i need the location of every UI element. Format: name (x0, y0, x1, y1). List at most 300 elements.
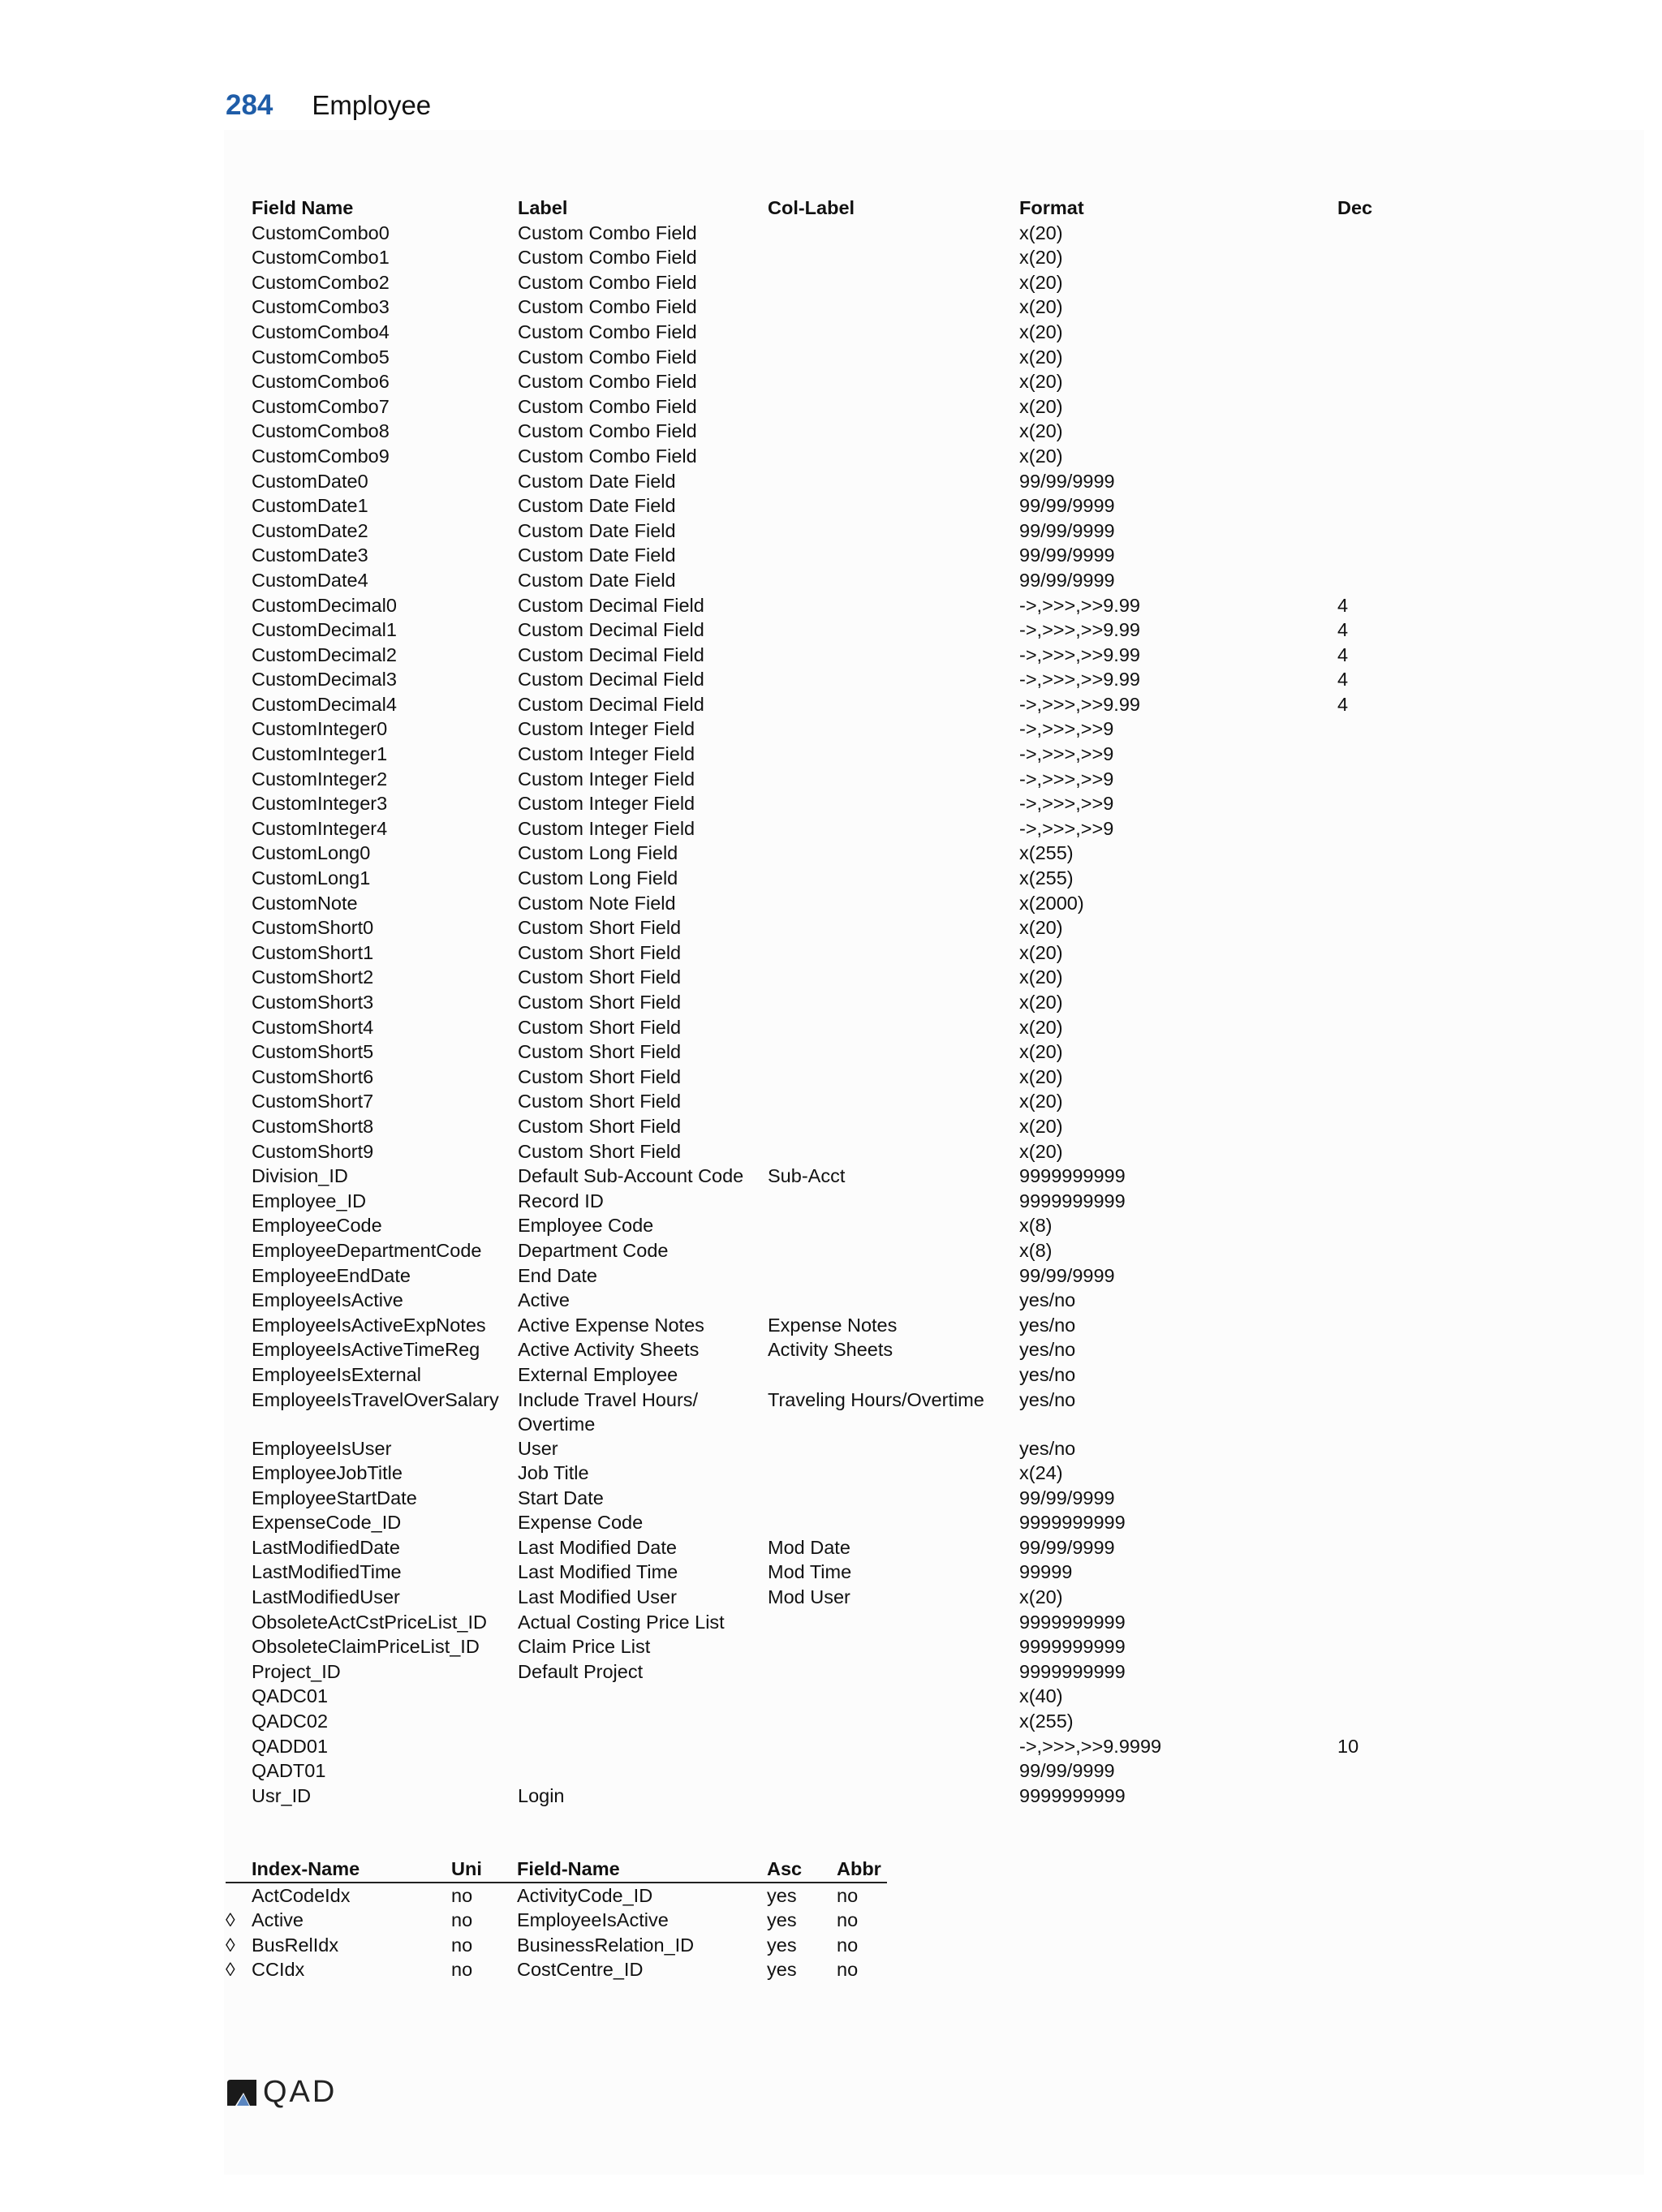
col-label-cell (768, 568, 1019, 593)
dec-cell (1337, 519, 1419, 544)
format-cell: ->,>>>,>>9.99 (1019, 594, 1140, 616)
field-name-cell: CustomShort4 (252, 1016, 374, 1038)
dec-cell (1337, 320, 1419, 345)
label-cell: Custom Combo Field (518, 371, 697, 393)
table-row (252, 866, 1469, 891)
dec-cell (1337, 1659, 1419, 1685)
dec-cell: 10 (1337, 1735, 1359, 1757)
col-label-cell (768, 1659, 1019, 1685)
format-cell: ->,>>>,>>9 (1019, 718, 1114, 740)
col-header-label: Label (518, 197, 568, 218)
uni-cell: no (451, 1909, 473, 1931)
field-name-cell: CustomInteger2 (252, 768, 388, 790)
format-cell: 99/99/9999 (1019, 519, 1115, 541)
label-cell: Custom Short Field (518, 941, 682, 963)
label-cell: Custom Date Field (518, 470, 676, 492)
table-row (252, 419, 1469, 444)
table-row (252, 1337, 1469, 1362)
asc-cell: yes (767, 1884, 797, 1906)
dec-cell (1337, 1461, 1419, 1486)
format-cell: x(2000) (1019, 892, 1084, 914)
dec-cell (1337, 767, 1419, 792)
dec-cell: 4 (1337, 669, 1349, 691)
dec-cell (1337, 1585, 1419, 1610)
col-label-cell: Mod User (768, 1586, 850, 1608)
page-number: 284 (226, 89, 273, 121)
table-row (252, 1784, 1469, 1809)
field-name-cell: CustomShort8 (252, 1115, 374, 1137)
table-row (252, 469, 1469, 494)
table-row (252, 1610, 1469, 1635)
format-cell: 99/99/9999 (1019, 470, 1115, 492)
field-name-cell: LastModifiedUser (252, 1586, 400, 1608)
field-name-cell: EmployeeStartDate (252, 1487, 417, 1508)
format-cell: yes/no (1019, 1314, 1076, 1336)
label-cell: Custom Integer Field (518, 793, 695, 815)
dec-cell (1337, 493, 1419, 519)
table-row (252, 990, 1469, 1015)
table-row (252, 369, 1469, 394)
label-cell: Custom Combo Field (518, 346, 697, 368)
index-row (226, 1883, 887, 1909)
format-cell: 99999 (1019, 1561, 1073, 1583)
field-name-cell: ExpenseCode_ID (252, 1512, 402, 1534)
dec-cell (1337, 1039, 1419, 1065)
label-cell: Custom Decimal Field (518, 594, 704, 616)
format-cell: ->,>>>,>>9.99 (1019, 669, 1140, 691)
col-label-cell (768, 593, 1019, 618)
label-cell: External Employee (518, 1363, 678, 1385)
dec-cell (1337, 1065, 1419, 1090)
field-name-cell: CustomShort7 (252, 1091, 374, 1112)
label-cell: End Date (518, 1264, 597, 1286)
label-cell: Custom Combo Field (518, 321, 697, 342)
col-header-format: Format (1019, 197, 1084, 218)
abbr-cell: no (837, 1934, 859, 1956)
col-label-cell (768, 245, 1019, 270)
dec-cell (1337, 369, 1419, 394)
table-row (252, 1758, 1469, 1784)
label-cell: Custom Integer Field (518, 718, 695, 740)
field-name-cell: CustomInteger4 (252, 817, 388, 839)
format-cell: x(40) (1019, 1685, 1063, 1707)
format-cell: x(20) (1019, 1586, 1063, 1608)
table-row (252, 1139, 1469, 1164)
dec-cell (1337, 1362, 1419, 1388)
format-cell: x(20) (1019, 966, 1063, 988)
field-name-cell: CustomDecimal0 (252, 594, 397, 616)
label-cell: Custom Short Field (518, 1140, 682, 1162)
format-cell: x(255) (1019, 842, 1074, 864)
table-row (252, 1486, 1469, 1511)
label-cell: Custom Combo Field (518, 296, 697, 318)
col-label-cell (768, 667, 1019, 692)
col-label-cell (768, 493, 1019, 519)
field-name-cell: CustomCombo3 (252, 296, 390, 318)
field-name-cell: CustomInteger0 (252, 718, 388, 740)
format-cell: yes/no (1019, 1289, 1076, 1311)
col-label-cell (768, 1734, 1019, 1759)
col-label-cell (768, 692, 1019, 717)
table-row (252, 543, 1469, 568)
field-table-header (252, 196, 1469, 221)
dec-cell (1337, 1015, 1419, 1040)
dec-cell (1337, 791, 1419, 816)
col-label-cell (768, 519, 1019, 544)
col-label-cell (768, 1039, 1019, 1065)
dec-cell (1337, 965, 1419, 990)
dec-cell: 4 (1337, 643, 1349, 665)
label-cell: Custom Combo Field (518, 222, 697, 243)
index-table (226, 1857, 887, 1982)
col-label-cell (768, 1436, 1019, 1461)
format-cell: 9999999999 (1019, 1512, 1126, 1534)
field-name-cell: CustomDecimal2 (252, 643, 397, 665)
label-cell: Custom Short Field (518, 1041, 682, 1063)
dec-cell (1337, 1139, 1419, 1164)
field-name-cell: CustomNote (252, 892, 358, 914)
label-cell: Include Travel Hours/ Overtime (518, 1388, 699, 1435)
field-name-cell: CustomLong0 (252, 842, 371, 864)
col-header-col-label: Col-Label (768, 197, 855, 218)
table-row (252, 1659, 1469, 1685)
label-cell: Last Modified User (518, 1586, 677, 1608)
dec-cell (1337, 841, 1419, 866)
abbr-cell: no (837, 1884, 859, 1906)
table-row (252, 841, 1469, 866)
table-row (252, 1114, 1469, 1139)
label-cell: Active Activity Sheets (518, 1339, 700, 1361)
label-cell: Last Modified Date (518, 1536, 677, 1558)
index-marker: ◊ (226, 1909, 235, 1931)
field-name-cell: CustomCombo0 (252, 222, 390, 243)
format-cell: x(20) (1019, 992, 1063, 1013)
label-cell: Custom Long Field (518, 867, 678, 889)
field-name-cell: QADC01 (252, 1685, 329, 1707)
label-cell: Active (518, 1289, 570, 1311)
col-label-cell (768, 1065, 1019, 1090)
asc-cell: yes (767, 1909, 797, 1931)
field-name-cell: CustomDate4 (252, 569, 368, 591)
field-name-cell: CustomDecimal4 (252, 693, 397, 715)
field-name-cell: CustomCombo9 (252, 445, 390, 467)
format-cell: x(20) (1019, 395, 1063, 417)
field-name-cell: CustomDate2 (252, 519, 368, 541)
field-name-cell: Employee_ID (252, 1190, 367, 1211)
col-label-cell: Mod Date (768, 1536, 850, 1558)
col-label-cell (768, 990, 1019, 1015)
asc-cell: yes (767, 1959, 797, 1981)
uni-cell: no (451, 1934, 473, 1956)
col-label-cell (768, 394, 1019, 420)
field-name-cell: EmployeeIsActiveExpNotes (252, 1314, 486, 1336)
col-label-cell (768, 469, 1019, 494)
format-cell: ->,>>>,>>9.99 (1019, 643, 1140, 665)
table-row (252, 1734, 1469, 1759)
field-name-cell: CustomCombo2 (252, 271, 390, 293)
table-row (252, 320, 1469, 345)
index-name-cell: ActCodeIdx (252, 1884, 351, 1906)
format-cell: 99/99/9999 (1019, 1760, 1115, 1782)
table-row (252, 1461, 1469, 1486)
index-marker-header (226, 1857, 252, 1882)
dec-cell (1337, 568, 1419, 593)
col-label-cell (768, 444, 1019, 469)
col-label-cell (768, 1114, 1019, 1139)
uni-cell: no (451, 1959, 473, 1981)
table-row (252, 1015, 1469, 1040)
format-cell: 99/99/9999 (1019, 544, 1115, 566)
page-header (226, 89, 431, 130)
col-label-cell (768, 1486, 1019, 1511)
dec-cell (1337, 1337, 1419, 1362)
col-label-cell (768, 1684, 1019, 1709)
dec-cell (1337, 1089, 1419, 1114)
format-cell: 9999999999 (1019, 1611, 1126, 1633)
table-row (252, 1164, 1469, 1189)
field-name-cell: Division_ID (252, 1165, 348, 1187)
col-label-cell (768, 1139, 1019, 1164)
format-cell: 99/99/9999 (1019, 1536, 1115, 1558)
label-cell: Job Title (518, 1462, 589, 1484)
col-header-field-name: Field Name (252, 197, 354, 218)
label-cell: Custom Long Field (518, 842, 678, 864)
dec-cell (1337, 1535, 1419, 1560)
table-row (252, 618, 1469, 643)
col-label-cell: Activity Sheets (768, 1339, 893, 1361)
col-label-cell (768, 345, 1019, 370)
index-field-cell: ActivityCode_ID (517, 1884, 653, 1906)
dec-cell (1337, 1388, 1419, 1436)
field-name-cell: CustomCombo4 (252, 321, 390, 342)
col-label-cell (768, 1015, 1019, 1040)
table-row (252, 816, 1469, 841)
label-cell: Actual Costing Price List (518, 1611, 725, 1633)
format-cell: 99/99/9999 (1019, 1264, 1115, 1286)
format-cell: x(20) (1019, 1091, 1063, 1112)
col-label-cell (768, 841, 1019, 866)
dec-cell: 4 (1337, 619, 1349, 641)
dec-cell (1337, 1313, 1419, 1338)
label-cell: Department Code (518, 1239, 669, 1261)
label-cell: Custom Short Field (518, 966, 682, 988)
dec-cell (1337, 1288, 1419, 1313)
field-name-cell: CustomCombo6 (252, 371, 390, 393)
dec-cell (1337, 990, 1419, 1015)
index-name-cell: BusRelIdx (252, 1934, 339, 1956)
label-cell: Custom Date Field (518, 569, 676, 591)
col-label-cell (768, 767, 1019, 792)
asc-cell: yes (767, 1934, 797, 1956)
dec-cell (1337, 1164, 1419, 1189)
label-cell: Custom Integer Field (518, 743, 695, 765)
col-label-cell (768, 320, 1019, 345)
label-cell: Custom Combo Field (518, 247, 697, 269)
table-row (252, 1238, 1469, 1263)
dec-cell (1337, 1510, 1419, 1535)
dec-cell (1337, 1114, 1419, 1139)
qad-logo-text: QAD (263, 2075, 338, 2109)
field-name-cell: EmployeeIsActiveTimeReg (252, 1339, 480, 1361)
dec-cell (1337, 1213, 1419, 1238)
label-cell: Custom Decimal Field (518, 619, 704, 641)
dec-cell (1337, 915, 1419, 940)
field-name-cell: ObsoleteClaimPriceList_ID (252, 1636, 480, 1658)
table-row (252, 295, 1469, 320)
label-cell: Record ID (518, 1190, 604, 1211)
col-label-cell (768, 891, 1019, 916)
table-row (252, 221, 1469, 246)
format-cell: x(20) (1019, 247, 1063, 269)
dec-cell (1337, 891, 1419, 916)
table-row (252, 1634, 1469, 1659)
format-cell: x(20) (1019, 1065, 1063, 1087)
col-header-abbr: Abbr (837, 1858, 881, 1879)
label-cell: Login (518, 1784, 565, 1806)
col-label-cell (768, 543, 1019, 568)
index-row (226, 1908, 887, 1933)
table-row (252, 444, 1469, 469)
table-row (252, 667, 1469, 692)
table-row (252, 568, 1469, 593)
dec-cell (1337, 419, 1419, 444)
format-cell: 99/99/9999 (1019, 495, 1115, 517)
field-name-cell: QADC02 (252, 1711, 329, 1732)
label-cell: Custom Short Field (518, 1065, 682, 1087)
dec-cell (1337, 270, 1419, 295)
table-row (252, 1560, 1469, 1585)
table-row (252, 767, 1469, 792)
label-cell: Custom Short Field (518, 1016, 682, 1038)
format-cell: ->,>>>,>>9 (1019, 793, 1114, 815)
field-name-cell: CustomCombo1 (252, 247, 390, 269)
field-name-cell: CustomInteger3 (252, 793, 388, 815)
col-label-cell (768, 1784, 1019, 1809)
field-name-cell: CustomDecimal3 (252, 669, 397, 691)
col-label-cell: Sub-Acct (768, 1165, 846, 1187)
table-row (252, 692, 1469, 717)
index-row (226, 1957, 887, 1982)
table-row (252, 742, 1469, 767)
format-cell: ->,>>>,>>9 (1019, 817, 1114, 839)
label-cell: Expense Code (518, 1512, 644, 1534)
label-cell (518, 1734, 768, 1759)
col-label-cell (768, 1510, 1019, 1535)
col-label-cell (768, 1189, 1019, 1214)
dec-cell (1337, 394, 1419, 420)
field-name-cell: CustomShort2 (252, 966, 374, 988)
index-field-cell: EmployeeIsActive (517, 1909, 669, 1931)
field-name-cell: CustomDate3 (252, 544, 368, 566)
dec-cell (1337, 1784, 1419, 1809)
col-label-cell (768, 816, 1019, 841)
field-name-cell: QADT01 (252, 1760, 326, 1782)
label-cell: Default Project (518, 1660, 644, 1682)
table-row (252, 1263, 1469, 1289)
abbr-cell: no (837, 1959, 859, 1981)
format-cell: 9999999999 (1019, 1165, 1126, 1187)
col-label-cell (768, 270, 1019, 295)
label-cell: Active Expense Notes (518, 1314, 704, 1336)
field-name-cell: CustomShort6 (252, 1065, 374, 1087)
index-field-cell: CostCentre_ID (517, 1959, 644, 1981)
table-row (252, 493, 1469, 519)
dec-cell (1337, 1189, 1419, 1214)
label-cell: Custom Decimal Field (518, 643, 704, 665)
format-cell: 99/99/9999 (1019, 569, 1115, 591)
format-cell: 9999999999 (1019, 1660, 1126, 1682)
table-row (252, 1213, 1469, 1238)
format-cell: x(24) (1019, 1462, 1063, 1484)
col-label-cell (768, 369, 1019, 394)
col-label-cell (768, 1362, 1019, 1388)
format-cell: x(20) (1019, 1041, 1063, 1063)
col-label-cell (768, 866, 1019, 891)
col-label-cell (768, 1461, 1019, 1486)
dec-cell (1337, 295, 1419, 320)
qad-logo-icon (226, 2078, 258, 2107)
table-row (252, 270, 1469, 295)
index-name-cell: Active (252, 1909, 304, 1931)
table-row (252, 1313, 1469, 1338)
field-name-cell: EmployeeIsUser (252, 1437, 392, 1459)
dec-cell (1337, 245, 1419, 270)
format-cell: x(20) (1019, 917, 1063, 939)
format-cell: ->,>>>,>>9.99 (1019, 693, 1140, 715)
table-row (252, 1436, 1469, 1461)
label-cell: Custom Short Field (518, 992, 682, 1013)
format-cell: 9999999999 (1019, 1784, 1126, 1806)
col-label-cell (768, 1263, 1019, 1289)
table-row (252, 1388, 1469, 1436)
label-cell: Custom Combo Field (518, 445, 697, 467)
format-cell: yes/no (1019, 1363, 1076, 1385)
col-label-cell (768, 915, 1019, 940)
table-row (252, 1535, 1469, 1560)
table-row (252, 1585, 1469, 1610)
table-row (252, 1288, 1469, 1313)
dec-cell (1337, 1684, 1419, 1709)
label-cell: User (518, 1437, 558, 1459)
format-cell: x(20) (1019, 420, 1063, 442)
label-cell (518, 1684, 768, 1709)
dec-cell (1337, 1436, 1419, 1461)
format-cell: x(20) (1019, 445, 1063, 467)
format-cell: 99/99/9999 (1019, 1487, 1115, 1508)
dec-cell (1337, 1634, 1419, 1659)
index-marker: ◊ (226, 1934, 235, 1956)
table-row (252, 1089, 1469, 1114)
dec-cell (1337, 717, 1419, 742)
dec-cell (1337, 221, 1419, 246)
table-row (252, 394, 1469, 420)
table-row (252, 1684, 1469, 1709)
field-name-cell: EmployeeIsExternal (252, 1363, 421, 1385)
field-name-cell: Usr_ID (252, 1784, 312, 1806)
format-cell: x(20) (1019, 1016, 1063, 1038)
field-name-cell: CustomShort5 (252, 1041, 374, 1063)
col-label-cell: Expense Notes (768, 1314, 898, 1336)
table-row (252, 717, 1469, 742)
label-cell: Start Date (518, 1487, 604, 1508)
col-label-cell (768, 742, 1019, 767)
col-label-cell (768, 295, 1019, 320)
field-name-cell: EmployeeJobTitle (252, 1462, 403, 1484)
format-cell: ->,>>>,>>9.99 (1019, 619, 1140, 641)
dec-cell: 4 (1337, 594, 1349, 616)
format-cell: 9999999999 (1019, 1190, 1126, 1211)
format-cell: x(20) (1019, 296, 1063, 318)
